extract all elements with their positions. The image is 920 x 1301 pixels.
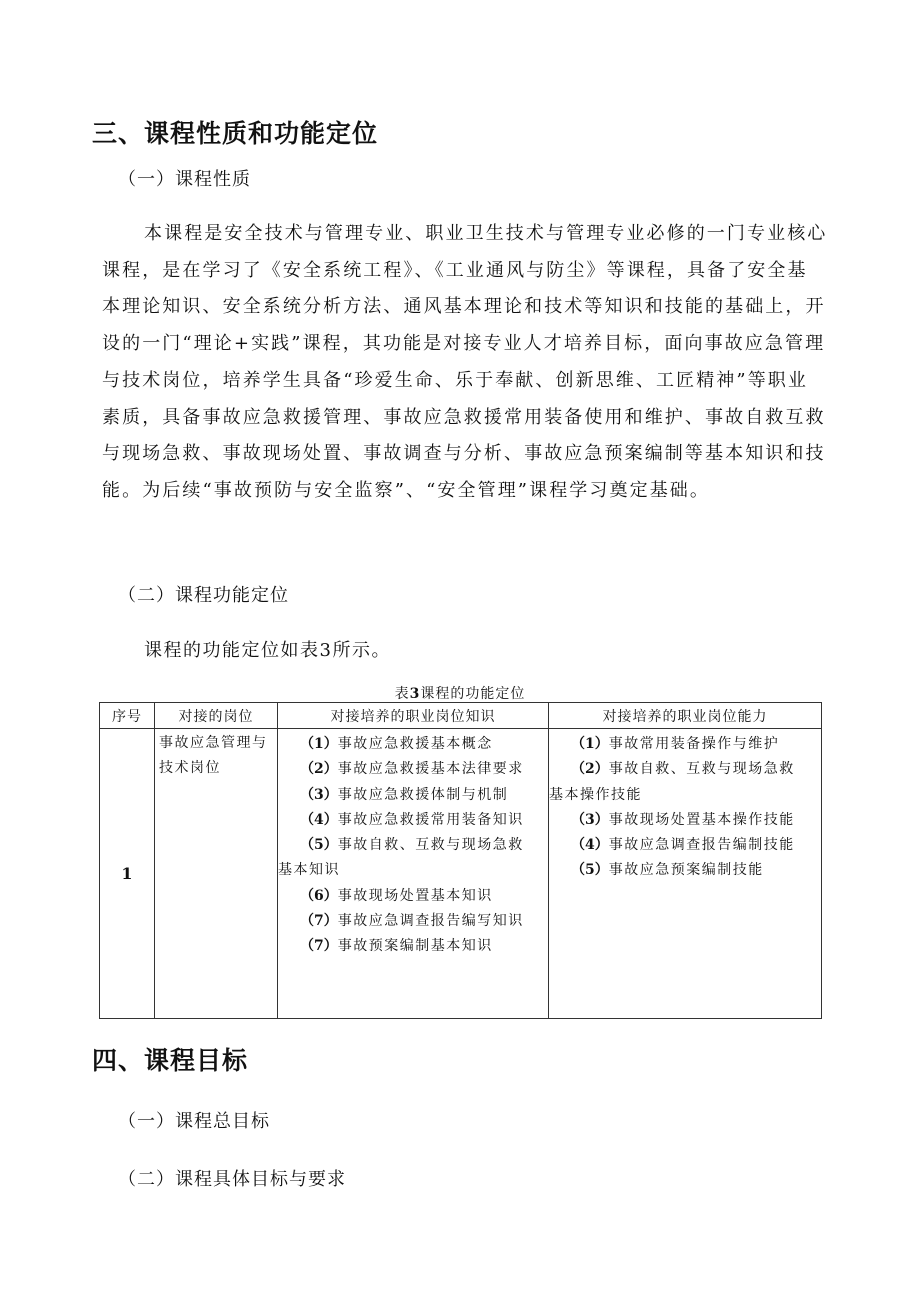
course-nature-paragraph bbox=[102, 216, 838, 510]
paragraph-line: 课程，是在学习了《安全系统工程》、《工业通风与防尘》等课程，具备了安全基 bbox=[102, 259, 808, 281]
caption-number: 3 bbox=[409, 686, 421, 702]
caption-prefix: 表 bbox=[394, 686, 410, 702]
knowledge-item: （7）事故应急调查报告编写知识 bbox=[300, 913, 524, 930]
paragraph-line: 能。为后续“事故预防与安全监察”、“安全管理”课程学习奠定基础。 bbox=[102, 479, 711, 501]
section-4-title: 四、课程目标 bbox=[92, 1046, 249, 1075]
table-header-row bbox=[100, 703, 822, 729]
section-3-title: 三、课程性质和功能定位 bbox=[92, 119, 379, 148]
knowledge-cell bbox=[278, 729, 549, 1019]
header-cell: 序号 bbox=[100, 703, 155, 729]
section-3-sub1: （一）课程性质 bbox=[118, 169, 251, 190]
knowledge-item: （6）事故现场处置基本知识 bbox=[300, 887, 493, 904]
table-caption bbox=[0, 683, 920, 703]
row-post: 事故应急管理与技术岗位 bbox=[155, 729, 278, 1019]
table-intro: 课程的功能定位如表3所示。 bbox=[144, 640, 391, 661]
ability-item: （5）事故应急预案编制技能 bbox=[571, 862, 764, 879]
function-table bbox=[99, 702, 822, 1019]
header-cell: 对接的岗位 bbox=[155, 703, 278, 729]
knowledge-item: （3）事故应急救援体制与机制 bbox=[300, 786, 509, 803]
knowledge-item: （7）事故预案编制基本知识 bbox=[300, 938, 493, 955]
section-4-sub2: （二）课程具体目标与要求 bbox=[118, 1169, 346, 1190]
paragraph-line: 素质，具备事故应急救援管理、事故应急救援常用装备使用和维护、事故自救互救 bbox=[102, 406, 826, 428]
knowledge-item-cont: 基本知识 bbox=[278, 862, 340, 879]
ability-item: （3）事故现场处置基本操作技能 bbox=[571, 811, 795, 828]
paragraph-line: 设的一门“理论+实践”课程，其功能是对接专业人才培养目标，面向事故应急管理 bbox=[102, 333, 826, 355]
table-row bbox=[100, 729, 822, 1019]
row-number: 1 bbox=[100, 729, 155, 1019]
header-cell: 对接培养的职业岗位能力 bbox=[549, 703, 822, 729]
ability-item: （1）事故常用装备操作与维护 bbox=[571, 736, 780, 752]
knowledge-item: （1）事故应急救援基本概念 bbox=[300, 736, 493, 752]
knowledge-item: （4）事故应急救援常用装备知识 bbox=[300, 811, 524, 828]
ability-item: （4）事故应急调查报告编制技能 bbox=[571, 837, 795, 854]
ability-item: （2）事故自救、互救与现场急救 bbox=[571, 761, 795, 778]
section-4-sub1: （一）课程总目标 bbox=[118, 1111, 270, 1132]
section-3-sub2: （二）课程功能定位 bbox=[118, 585, 289, 606]
paragraph-line: 本课程是安全技术与管理专业、职业卫生技术与管理专业必修的一门专业核心 bbox=[144, 223, 828, 244]
paragraph-line: 与技术岗位，培养学生具备“珍爱生命、乐于奉献、创新思维、工匠精神”等职业 bbox=[102, 369, 809, 391]
knowledge-item: （2）事故应急救援基本法律要求 bbox=[300, 761, 524, 778]
ability-item-cont: 基本操作技能 bbox=[549, 786, 642, 803]
paragraph-line: 与现场急救、事故现场处置、事故调查与分析、事故应急预案编制等基本知识和技 bbox=[102, 443, 826, 465]
knowledge-item: （5）事故自救、互救与现场急救 bbox=[300, 837, 524, 854]
ability-cell bbox=[549, 729, 822, 1019]
paragraph-line: 本理论知识、安全系统分析方法、通风基本理论和技术等知识和技能的基础上，开 bbox=[102, 296, 826, 318]
caption-text: 课程的功能定位 bbox=[420, 686, 526, 702]
header-cell: 对接培养的职业岗位知识 bbox=[278, 703, 549, 729]
